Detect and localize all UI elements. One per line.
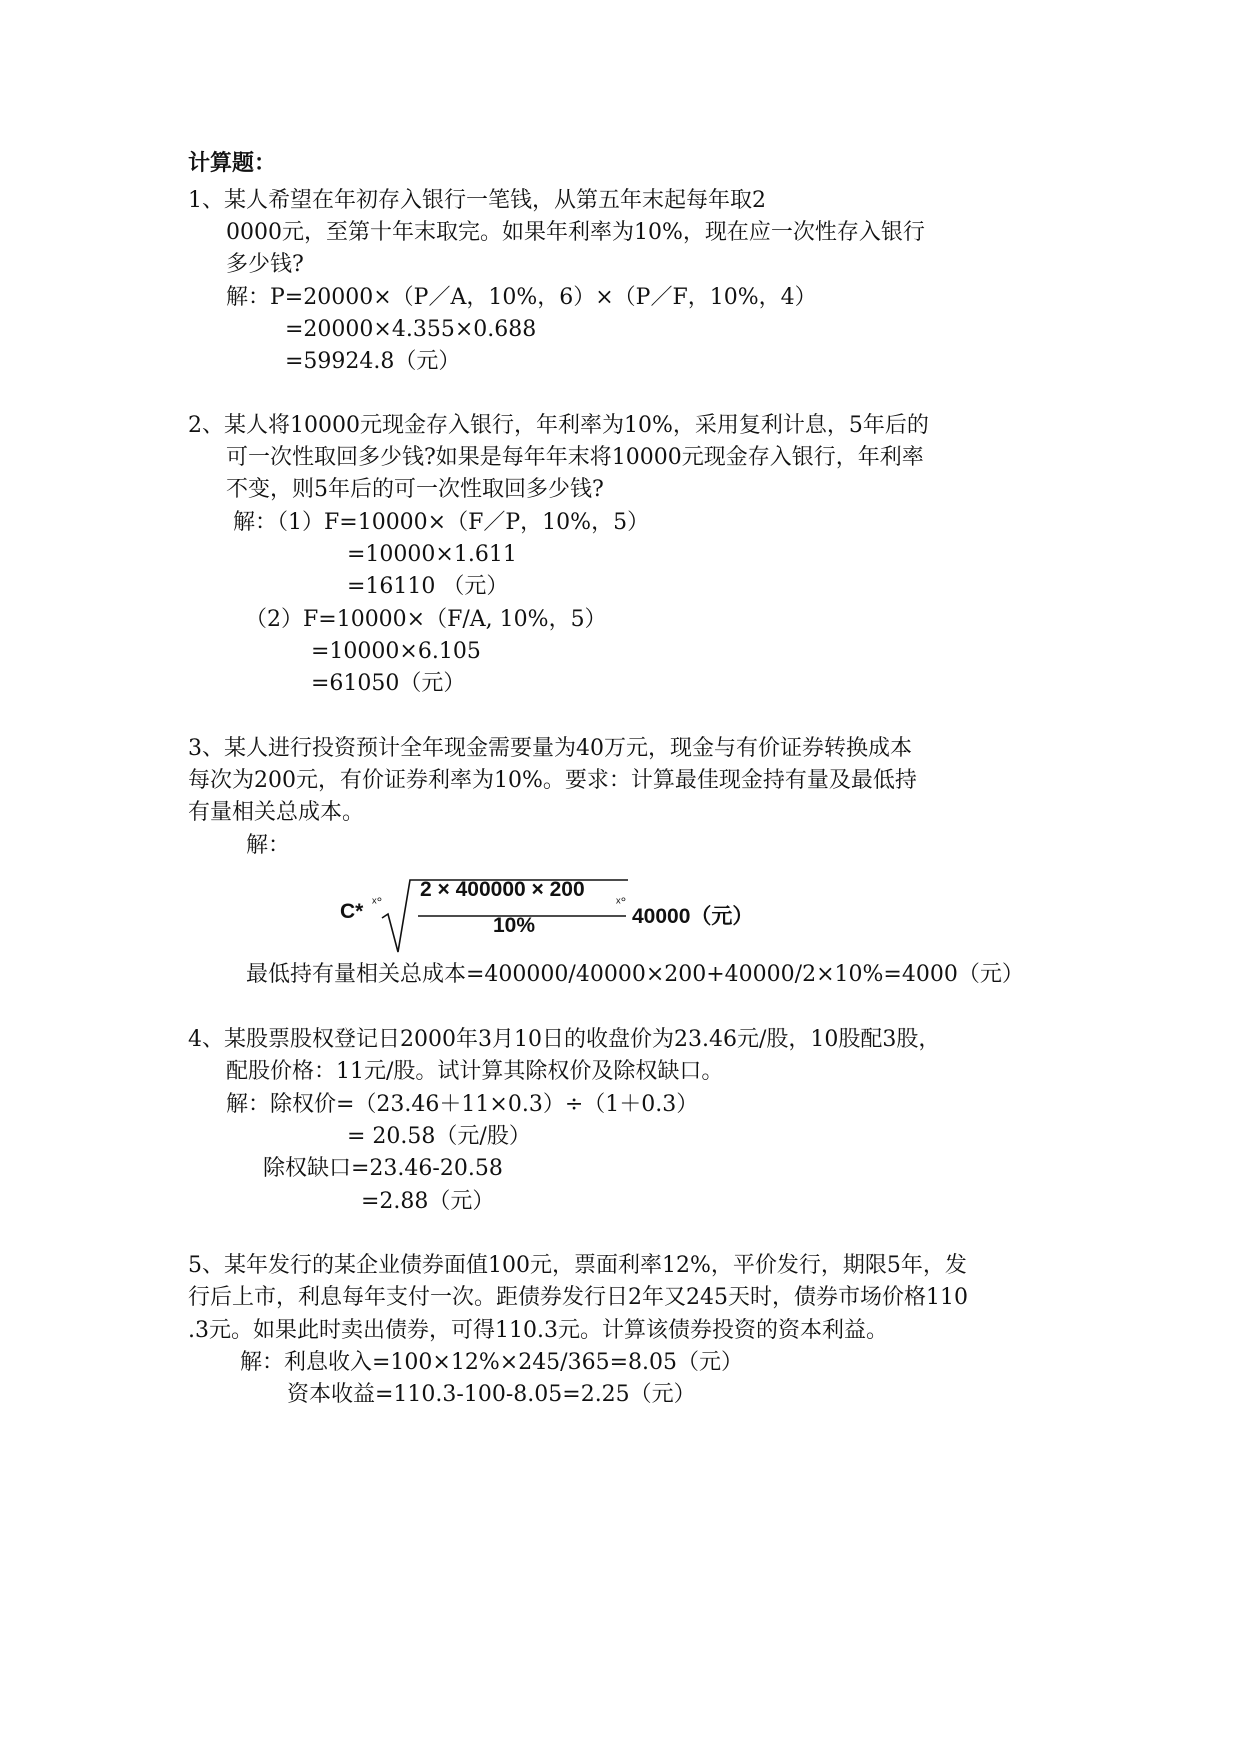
formula-eq-symbol: ˣ° xyxy=(372,894,383,910)
problem-4-solution: = 20.58（元/股） xyxy=(347,1124,531,1149)
problem-4-line: 4、某股票股权登记日2000年3月10日的收盘价为23.46元/股，10股配3股， xyxy=(188,1027,941,1052)
formula-eq-symbol: ˣ° xyxy=(616,894,627,910)
problem-3-solution: 最低持有量相关总成本=400000/40000×200+40000/2×10%=4000（元） xyxy=(246,962,1024,987)
formula-result: 40000（元） xyxy=(632,905,754,928)
problem-1-solution: =59924.8（元） xyxy=(285,349,461,374)
problem-1-line: 多少钱? xyxy=(226,252,304,277)
problem-5-line: 行后上市，利息每年支付一次。距债券发行日2年又245天时，债券市场价格110 xyxy=(188,1285,968,1310)
problem-3-line: 每次为200元，有价证券利率为10%。要求：计算最佳现金持有量及最低持 xyxy=(188,768,917,793)
problem-3-line: 3、某人进行投资预计全年现金需要量为40万元，现金与有价证券转换成本 xyxy=(188,736,912,761)
problem-2-line: 2、某人将10000元现金存入银行，年利率为10%，采用复利计息，5年后的 xyxy=(188,413,929,438)
problem-2-line: 可一次性取回多少钱?如果是每年年末将10000元现金存入银行，年利率 xyxy=(226,445,924,470)
problem-5-solution: 解：利息收入=100×12%×245/365=8.05（元） xyxy=(240,1350,744,1375)
problem-1-solution: =20000×4.355×0.688 xyxy=(285,317,537,342)
problem-5-line: .3元。如果此时卖出债券，可得110.3元。计算该债券投资的资本利益。 xyxy=(188,1318,888,1343)
heading: 计算题： xyxy=(188,151,277,176)
problem-5-line: 5、某年发行的某企业债券面值100元，票面利率12%，平价发行，期限5年，发 xyxy=(188,1253,967,1278)
problem-2-solution: =61050（元） xyxy=(311,671,466,696)
problem-4-solution: =2.88（元） xyxy=(361,1189,495,1214)
problem-2-line: 不变，则5年后的可一次性取回多少钱? xyxy=(226,477,604,502)
formula-numerator: 2 × 400000 × 200 xyxy=(420,878,585,901)
problem-1-solution: 解：P=20000×（P／A，10%，6）×（P／F，10%，4） xyxy=(226,285,817,310)
problem-4-solution: 解：除权价=（23.46＋11×0.3）÷（1＋0.3） xyxy=(226,1092,699,1117)
problem-2-solution: =16110 （元） xyxy=(347,574,509,599)
problem-4-line: 配股价格：11元/股。试计算其除权价及除权缺口。 xyxy=(226,1059,724,1084)
problem-2-solution: 解：（1）F=10000×（F／P，10%，5） xyxy=(233,510,650,535)
problem-4-solution: 除权缺口=23.46-20.58 xyxy=(263,1156,503,1181)
problem-2-solution: =10000×1.611 xyxy=(347,542,517,567)
problem-1-line: 1、某人希望在年初存入银行一笔钱，从第五年末起每年取2 xyxy=(188,188,766,213)
formula-lhs: C* xyxy=(340,900,364,923)
problem-2-solution: （2）F=10000×（F/A, 10%，5） xyxy=(245,607,607,632)
problem-3-line: 有量相关总成本。 xyxy=(188,800,365,825)
problem-1-line: 0000元，至第十年末取完。如果年利率为10%，现在应一次性存入银行 xyxy=(226,220,925,245)
problem-2-solution: =10000×6.105 xyxy=(311,639,481,664)
problem-3-solution: 解： xyxy=(246,833,291,858)
formula-denominator: 10% xyxy=(493,914,536,937)
problem-5-solution: 资本收益=110.3-100-8.05=2.25（元） xyxy=(287,1382,696,1407)
